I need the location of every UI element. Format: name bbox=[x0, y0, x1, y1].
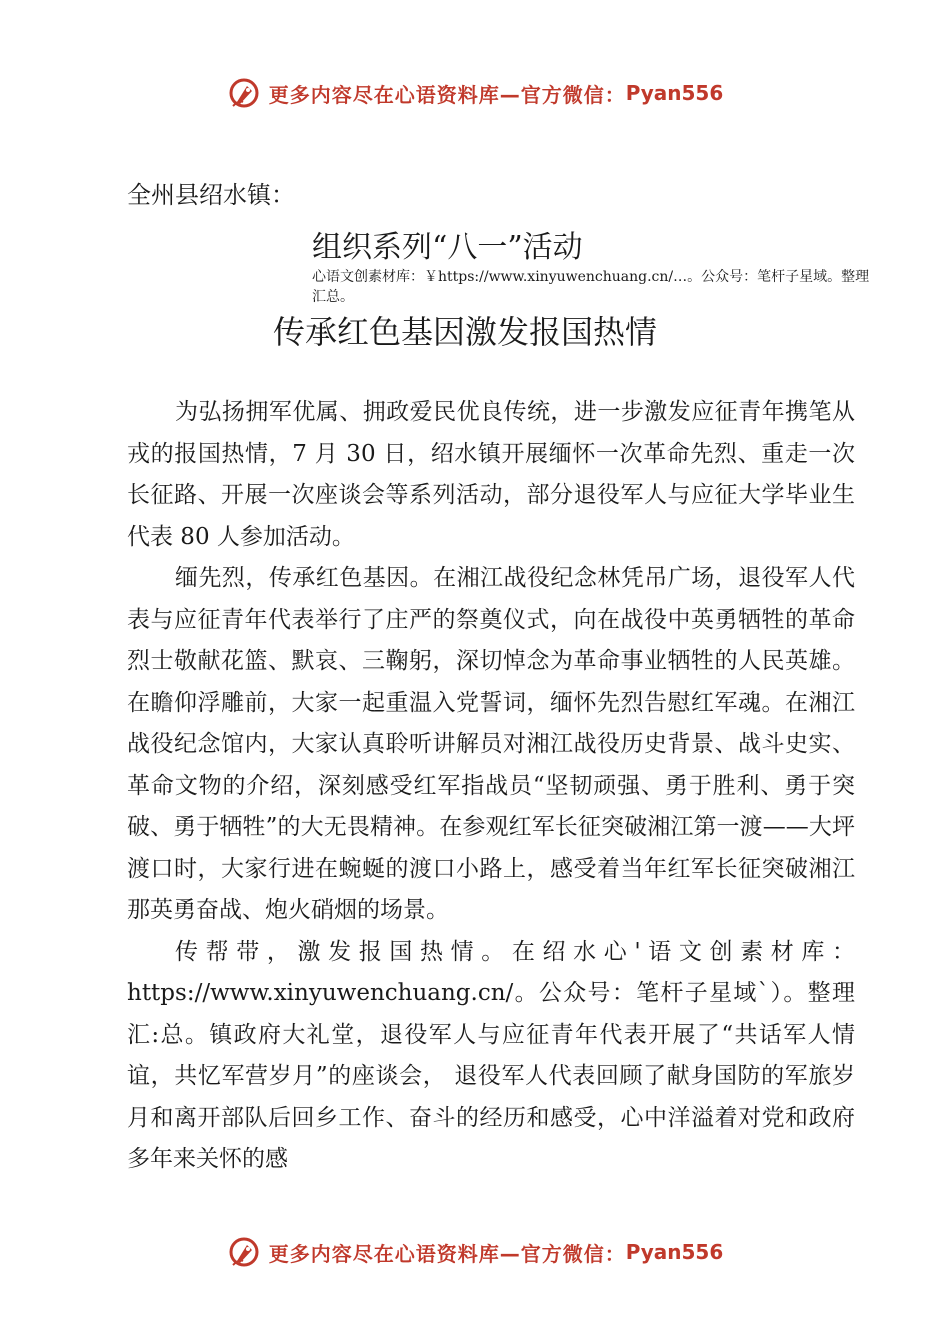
page-title: 传承红色基因激发报国热情 bbox=[272, 313, 657, 351]
source-note: 心语文创素材库：￥https://www.xinyuwenchuang.cn/…。公众号：笔杆子星域。整理汇总。 bbox=[312, 269, 870, 305]
salutation: 全州县绍水镇： bbox=[127, 181, 295, 209]
pen-nib-logo-icon bbox=[227, 76, 261, 110]
subtitle: 组织系列“八一”活动 bbox=[312, 230, 583, 265]
pen-nib-logo-icon bbox=[227, 1235, 261, 1269]
banner-text: 更多内容尽在心语资料库—官方微信： bbox=[268, 1241, 626, 1266]
banner-text: 更多内容尽在心语资料库—官方微信： bbox=[268, 82, 626, 107]
paragraph: 为弘扬拥军优属、拥政爱民优良传统，进一步激发应征青年携笔从戎的报国热情，7 月 30 日，绍水镇开展缅怀一次革命先烈、重走一次长征路、开展一次座谈会等系列活动，部分退役军人与应征大学毕业生代表 80 人参加活动。 bbox=[127, 399, 855, 550]
footer-banner bbox=[0, 1227, 950, 1277]
header-banner bbox=[0, 68, 950, 118]
banner-account: Pyan556 bbox=[625, 81, 724, 105]
article-body bbox=[127, 392, 855, 1181]
banner-account: Pyan556 bbox=[625, 1240, 724, 1264]
paragraph: 缅先烈，传承红色基因。在湘江战役纪念林凭吊广场，退役军人代表与应征青年代表举行了庄严的祭奠仪式，向在战役中英勇牺牲的革命烈士敬献花篮、默哀、三鞠躬，深切悼念为革命事业牺牲的人民英雄。在瞻仰浮雕前，大家一起重温入党誓词，缅怀先烈告慰红军魂。在湘江战役纪念馆内，大家认真聆听讲解员对湘江战役历史背景、战斗史实、革命文物的介绍，深刻感受红军指战员“坚韧顽强、勇于胜利、勇于突破、勇于牺牲”的大无畏精神。在参观红军长征突破湘江第一渡——大坪渡口时，大家行进在蜿蜒的渡口小路上，感受着当年红军长征突破湘江那英勇奋战、炮火硝烟的场景。 bbox=[127, 565, 855, 923]
paragraph: 传帮带，激发报国热情。在绍水心'语文创素材库：https://www.xinyuwenchuang.cn/。公众号：笔杆子星域`）。整理汇:总。镇政府大礼堂，退役军人与应征青年代表开展了“共话军人情谊，共忆军营岁月”的座谈会， 退役军人代表回顾了献身国防的军旅岁月和离开部队后回乡工作、奋斗的经历和感受，心中洋溢着对党和政府多年来关怀的感 bbox=[127, 938, 855, 1172]
